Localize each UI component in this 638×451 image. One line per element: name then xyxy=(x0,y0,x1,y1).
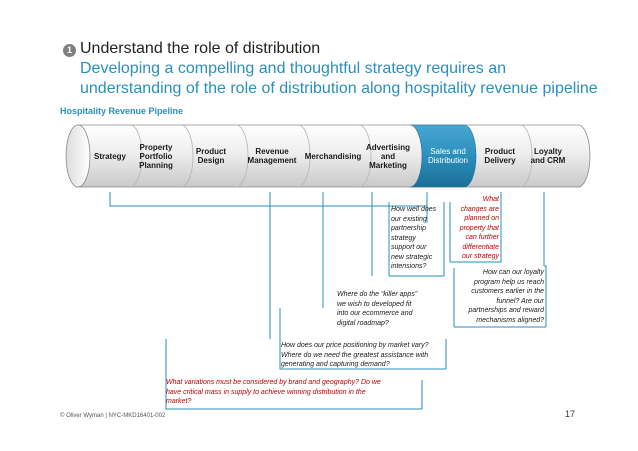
footer-copyright: © Oliver Wyman | NYC-MKD16401-002 xyxy=(60,413,166,419)
step-number-badge: 1 xyxy=(63,44,76,57)
stage-product-delivery: Product Delivery xyxy=(484,147,516,165)
stage-strategy: Strategy xyxy=(93,151,126,161)
note-price-positioning: How does our price positioning by market vary? Where do we need the greatest assistance with generating and capturing demand? xyxy=(281,342,429,368)
note-killer-apps: Where do the “killer apps” we wish to developed fit into our ecommerce and digital roadmap? xyxy=(337,291,418,327)
note-partnership-strategy: How well does our existing partnership strategy support our new strategic intensions? xyxy=(391,206,437,270)
note-brand-geography-variations: What variations must be considered by brand and geography? Do we have critical mass in supply to achieve winning distribution in the market? xyxy=(166,379,381,405)
stage-property-portfolio-planning: Property Portfolio Planning xyxy=(139,142,173,170)
stage-sales-and-distribution: Sales and Distribution xyxy=(427,147,468,165)
slide-subtitle-line-1: Developing a compelling and thoughtful strategy requires an xyxy=(80,60,507,77)
stage-advertising-and-marketing: Advertising and Marketing xyxy=(365,142,410,170)
page-number: 17 xyxy=(565,409,576,419)
slide-title: Understand the role of distribution xyxy=(80,40,321,57)
note-loyalty-program: How can our loyalty program help us reach customers earlier in the funnel? Are our partnerships and reward mechanisms aligned? xyxy=(468,269,544,324)
slide-subtitle-line-2: understanding of the role of distribution along hospitality revenue pipeline xyxy=(80,80,598,97)
stage-revenue-management: Revenue Management xyxy=(247,147,297,165)
stage-merchandising: Merchandising xyxy=(304,151,362,161)
stage-product-design: Product Design xyxy=(195,147,227,165)
stage-loyalty-and-crm: Loyalty and CRM xyxy=(530,147,566,165)
pipeline-title: Hospitality Revenue Pipeline xyxy=(60,106,184,116)
note-property-changes: What changes are planned on property that can further differentiate our strategy xyxy=(459,196,499,260)
pipeline-left-cap xyxy=(66,125,90,187)
